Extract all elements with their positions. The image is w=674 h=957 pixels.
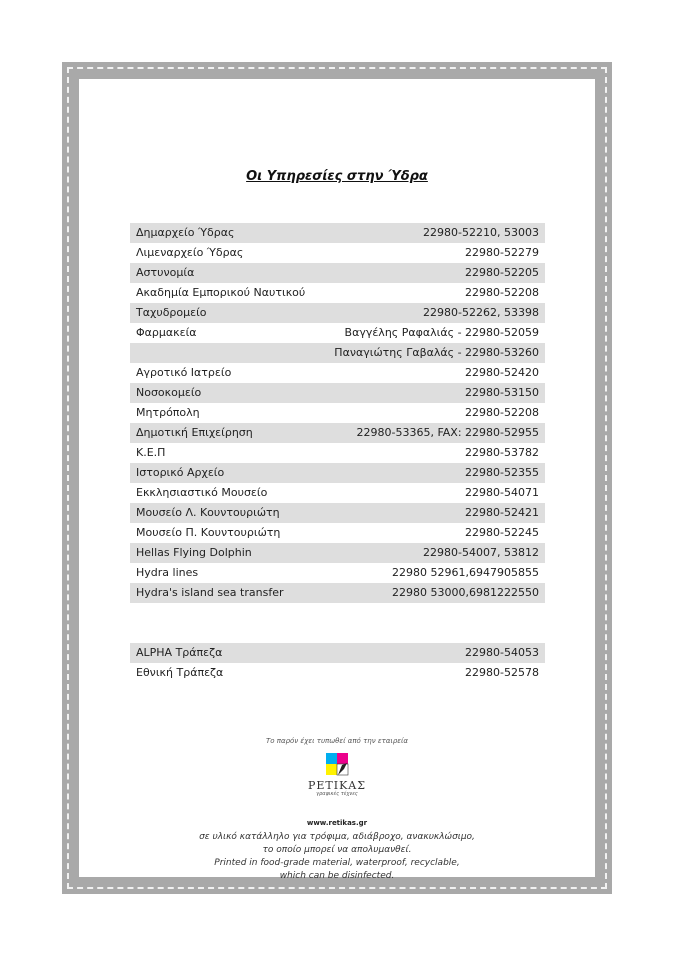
service-row [130,263,545,283]
bank-row [130,643,545,663]
website-link[interactable]: www.retikas.gr [306,819,368,827]
printed-by-text: Το παρόν έχει τυπωθεί από την εταιρεία [265,737,409,745]
phone-number: Βαγγέλης Ραφαλιάς - 22980-52059 [344,326,539,339]
service-name: Μητρόπολη [136,406,200,419]
service-row [130,343,545,363]
page-content [79,79,595,881]
service-row [130,323,545,343]
phone-number: 22980-54007, 53812 [319,543,545,563]
page-title: Οι Υπηρεσίες στην Ύδρα [246,169,428,184]
service-row [130,483,545,503]
phone-number: 22980-52208 [465,406,539,419]
service-name: Hellas Flying Dolphin [130,543,319,563]
service-name [130,343,319,363]
service-name: Εκκλησιαστικό Μουσείο [136,486,268,499]
service-name: Μουσείο Π. Κουντουριώτη [136,526,281,539]
services-table [130,223,545,603]
service-row [130,403,545,423]
service-row [130,583,545,603]
phone-number: 22980-52262, 53398 [319,303,545,323]
phone-number: 22980-52578 [465,666,539,679]
service-name: Δημαρχείο Ύδρας [130,223,319,243]
phone-number: 22980-52355 [319,463,545,483]
description-line: which can be disinfected. [279,871,395,881]
logo-name: ΡΕΤΙΚΑΣ [307,779,367,792]
service-name: Ακαδημία Εμπορικού Ναυτικού [136,286,306,299]
service-row [130,503,545,523]
service-row [130,303,545,323]
service-row [130,383,545,403]
phone-number: 22980-52208 [465,286,539,299]
phone-number: 22980-52420 [465,366,539,379]
phone-number: 22980-52245 [465,526,539,539]
phone-number: 22980-53782 [465,446,539,459]
phone-number: 22980-54071 [465,486,539,499]
phone-number: 22980 53000,6981222550 [319,583,545,603]
phone-number: 22980-53150 [319,383,545,403]
service-name: Ταχυδρομείο [130,303,319,323]
service-row [130,523,545,543]
description-line: σε υλικό κατάλληλο για τρόφιμα, αδιάβροχο, ανακυκλώσιμο, [199,832,475,842]
logo-squares-icon [322,751,352,779]
service-row [130,363,545,383]
phone-number: 22980-52205 [319,263,545,283]
service-name: Λιμεναρχείο Ύδρας [136,246,244,259]
service-row [130,463,545,483]
bank-row [130,663,545,683]
phone-number: 22980-53365, FAX: 22980-52955 [319,423,545,443]
retikas-logo [292,751,382,815]
page-frame [62,62,612,894]
service-name: Αστυνομία [130,263,319,283]
service-row [130,543,545,563]
service-name: Ιστορικό Αρχείο [130,463,319,483]
service-name: Εθνική Τράπεζα [136,666,224,679]
banks-table [130,643,545,683]
service-name: Κ.Ε.Π [136,446,166,459]
service-name: Μουσείο Λ. Κουντουριώτη [130,503,319,523]
phone-number: 22980-54053 [352,643,545,663]
service-row [130,283,545,303]
service-name: Hydra lines [136,566,199,579]
phone-number: 22980-52210, 53003 [319,223,545,243]
service-name: Νοσοκομείο [130,383,319,403]
printer-footer [79,737,595,883]
service-row [130,563,545,583]
material-description [79,831,595,883]
service-name: Φαρμακεία [136,326,197,339]
phone-number: 22980 52961,6947905855 [392,566,539,579]
service-name: ALPHA Τράπεζα [130,643,352,663]
service-name: Hydra's island sea transfer [130,583,319,603]
logo-subtitle: γραφικές τέχνες [316,791,358,797]
service-name: Αγροτικό Ιατρείο [136,366,232,379]
phone-number: 22980-52421 [319,503,545,523]
service-row [130,423,545,443]
service-name: Δημοτική Επιχείρηση [130,423,319,443]
description-line: το οποίο μπορεί να απολυμανθεί. [262,845,412,855]
phone-number: 22980-52279 [465,246,539,259]
service-row [130,243,545,263]
phone-number: Παναγιώτης Γαβαλάς - 22980-53260 [319,343,545,363]
service-row [130,443,545,463]
description-line: Printed in food-grade material, waterproof, recyclable, [214,858,460,868]
service-row [130,223,545,243]
